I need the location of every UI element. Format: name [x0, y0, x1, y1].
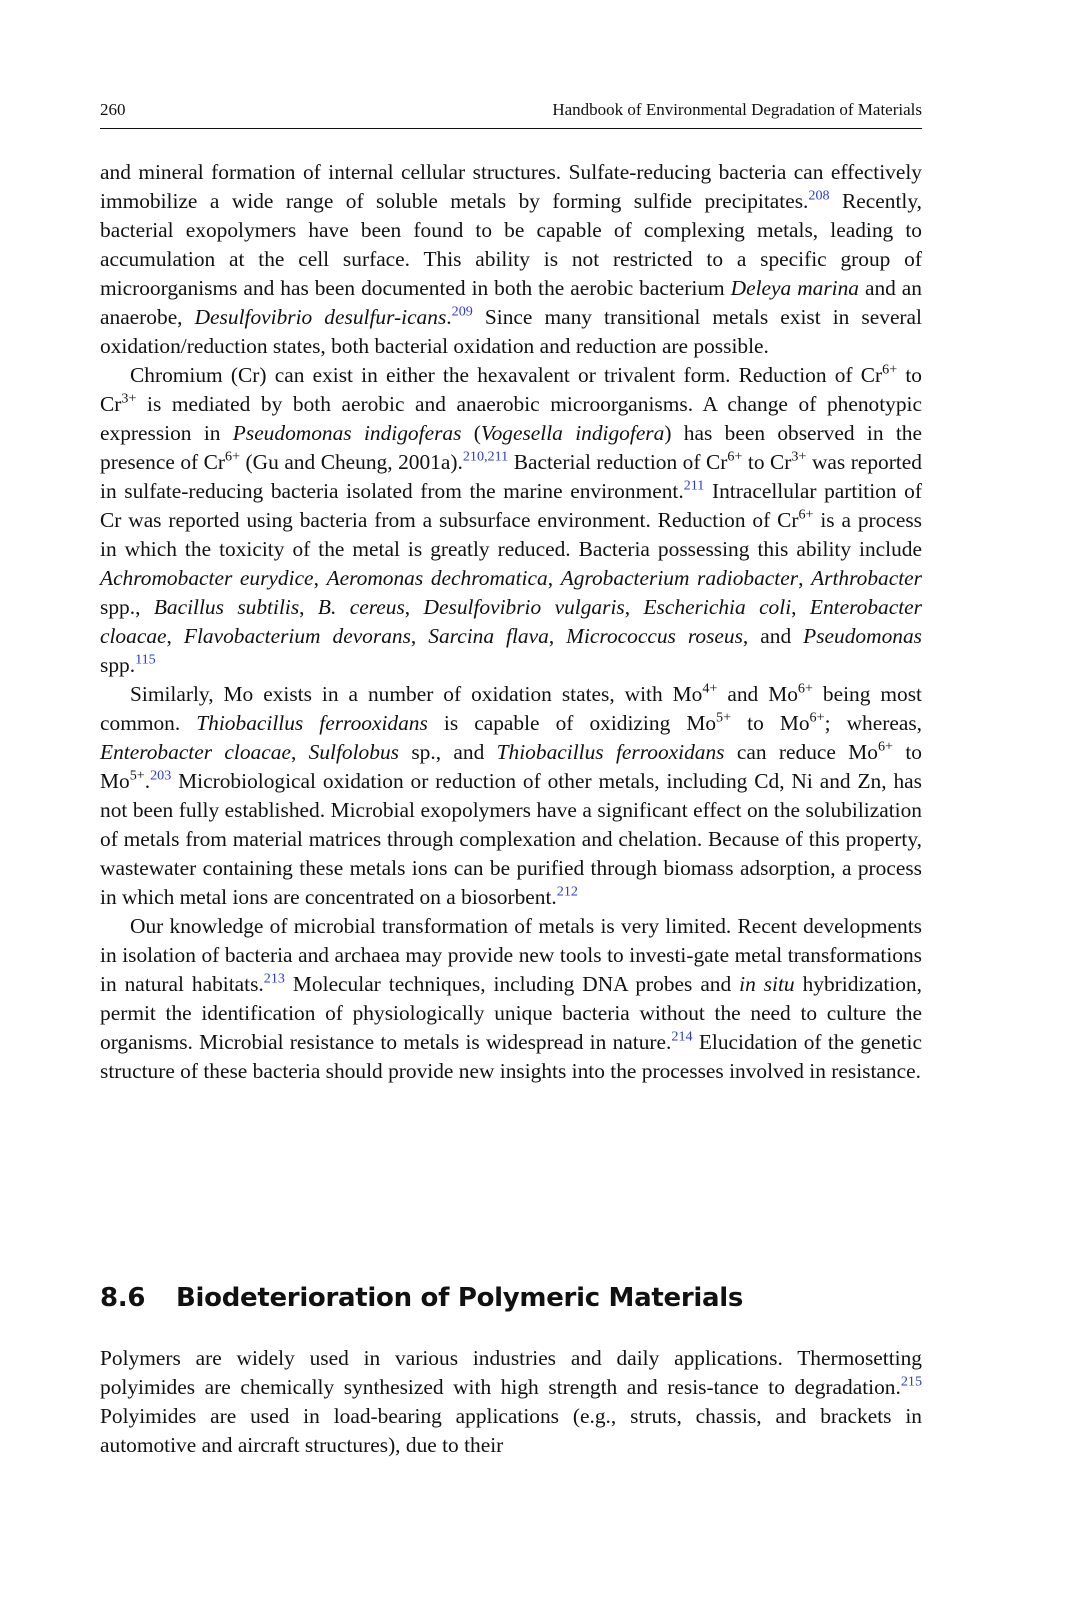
species-name: Desulfovibrio desulfur-icans: [194, 305, 447, 329]
text-run: is a process in which the toxicity of the metal is greatly reduced. Bacteria possessing this ability include: [100, 508, 922, 561]
species-name: Vogesella indigofera: [480, 421, 665, 445]
text-run: ; whereas,: [824, 711, 922, 735]
species-name: Arthrobacter: [811, 566, 922, 590]
text-run: Chromium (Cr) can exist in either the hexavalent or trivalent form. Reduction of Cr: [130, 363, 883, 387]
citation-link[interactable]: 214: [671, 1028, 693, 1045]
paragraph-3: [100, 680, 922, 912]
text-run: is mediated by both aerobic and anaerobic microorganisms. A change of phenotypic expression in: [100, 392, 922, 445]
paragraph-5: [100, 1344, 922, 1460]
citation-link[interactable]: 210,211: [462, 448, 509, 465]
citation-link[interactable]: 215: [900, 1373, 922, 1390]
text-run: Similarly, Mo exists in a number of oxidation states, with Mo: [130, 682, 703, 706]
italic-term: in situ: [739, 972, 795, 996]
oxidation-state: 3+: [791, 448, 807, 465]
oxidation-state: 6+: [877, 738, 893, 755]
text-run: .: [144, 769, 151, 793]
text-run: hybridization, permit the identification of physiologically unique bacteria without the need to culture the organisms. Microbial resistance to metals is widespread in nature.: [100, 972, 922, 1054]
text-run: and mineral formation of internal cellular structures. Sulfate-reducing bacteria can effectively immobilize a wide range of soluble metals by forming sulfide precipitates.: [100, 160, 922, 213]
citation-link[interactable]: 211: [683, 477, 705, 494]
text-run: can reduce Mo: [724, 740, 878, 764]
oxidation-state: 5+: [716, 709, 732, 726]
species-name: B. cereus: [317, 595, 405, 619]
species-name: Enterobacter cloacae: [100, 740, 291, 764]
species-name: Thiobacillus ferrooxidans: [496, 740, 725, 764]
species-name: Escherichia coli: [643, 595, 792, 619]
text-run: to Cr: [742, 450, 792, 474]
separator: ,: [313, 566, 327, 590]
citation-link[interactable]: 212: [556, 883, 578, 900]
separator: ,: [798, 566, 812, 590]
oxidation-state: 3+: [121, 390, 137, 407]
text-run: Microbiological oxidation or reduction of other metals, including Cd, Ni and Zn, has not been fully established. Microbial exopolymers have a significant effect on the solubilization of metals from material matrices through complexation and chelation. Because of this property, wastewater containing these metals ions can be purified through biomass adsorption, a process in which metal ions are concentrated on a biosorbent.: [100, 769, 922, 909]
paragraph-1: [100, 158, 922, 361]
oxidation-state: 5+: [129, 767, 145, 784]
text-run: Bacterial reduction of Cr: [508, 450, 728, 474]
oxidation-state: 6+: [798, 506, 814, 523]
separator: ,: [404, 595, 424, 619]
separator: ,: [290, 740, 309, 764]
species-name: Bacillus subtilis: [153, 595, 300, 619]
separator: ,: [548, 624, 567, 648]
running-title: Handbook of Environmental Degradation of Materials: [552, 100, 922, 119]
section-title: Biodeterioration of Polymeric Materials: [176, 1283, 744, 1313]
species-name: Sulfolobus: [308, 740, 399, 764]
section-heading: [100, 1280, 922, 1316]
citation-link[interactable]: 203: [150, 767, 172, 784]
text-run: Intracellular partition of Cr was reported using bacteria from a subsurface environment. Reduction of Cr: [100, 479, 922, 532]
species-name: Desulfovibrio vulgaris: [423, 595, 625, 619]
page-number: 260: [100, 100, 126, 119]
oxidation-state: 6+: [882, 361, 898, 378]
text-run: was reported in sulfate-reducing bacteria isolated from the marine environment.: [100, 450, 922, 503]
paragraph-4: [100, 912, 922, 1086]
text-run: spp.,: [100, 595, 154, 619]
species-name: Pseudomonas: [803, 624, 922, 648]
species-name: Flavobacterium devorans: [183, 624, 411, 648]
oxidation-state: 6+: [809, 709, 825, 726]
species-name: Micrococcus roseus: [566, 624, 743, 648]
species-name: Enterobacter cloacae: [100, 595, 922, 648]
text-run: Since many transitional metals exist in several oxidation/reduction states, both bacterial oxidation and reduction are possible.: [100, 305, 922, 358]
oxidation-state: 6+: [225, 448, 241, 465]
species-name: Aeromonas dechromatica: [326, 566, 548, 590]
species-name: Pseudomonas indigoferas: [232, 421, 462, 445]
species-name: Achromobacter eurydice: [100, 566, 314, 590]
text-run: and Mo: [717, 682, 798, 706]
text-run: Polymers are widely used in various industries and daily applications. Thermosetting polyimides are chemically synthesized with high strength and resis-tance to degradation.: [100, 1346, 922, 1399]
oxidation-state: 4+: [702, 680, 718, 697]
text-run: Recently, bacterial exopolymers have been found to be capable of complexing metals, leading to accumulation at the cell surface. This ability is not restricted to a specific group of microorganisms and has been documented in both the aerobic bacterium: [100, 189, 922, 300]
text-run: Elucidation of the genetic structure of these bacteria should provide new insights into the processes involved in resistance.: [100, 1030, 922, 1083]
species-name: Agrobacterium radiobacter: [560, 566, 799, 590]
text-run: to Mo: [731, 711, 810, 735]
text-run: (Gu and Cheung, 2001a).: [240, 450, 463, 474]
text-run: Polyimides are used in load-bearing applications (e.g., struts, chassis, and brackets in automotive and aircraft structures), due to their: [100, 1404, 922, 1457]
text-run: ) has been observed in the presence of Cr: [100, 421, 923, 474]
text-run: being most common.: [100, 682, 922, 735]
species-name: Deleya marina: [730, 276, 859, 300]
separator: ,: [624, 595, 644, 619]
oxidation-state: 6+: [727, 448, 743, 465]
oxidation-state: 6+: [797, 680, 813, 697]
text-run: sp., and: [398, 740, 497, 764]
section-text: [100, 1344, 922, 1460]
text-run: spp.: [100, 653, 136, 677]
separator: ,: [299, 595, 318, 619]
citation-link[interactable]: 209: [451, 303, 473, 320]
citation-link[interactable]: 213: [263, 970, 285, 987]
paragraph-2: [100, 361, 922, 680]
text-run: .: [446, 305, 452, 329]
running-header: [100, 98, 922, 129]
text-run: , and: [742, 624, 804, 648]
section-number: 8.6: [100, 1283, 146, 1313]
species-name: Sarcina flava: [428, 624, 549, 648]
species-name: Thiobacillus ferrooxidans: [196, 711, 428, 735]
text-run: Our knowledge of microbial transformation of metals is very limited. Recent developments in isolation of bacteria and archaea may provide new tools to investi-gate metal transformations in natural habitats.: [100, 914, 922, 996]
separator: ,: [791, 595, 810, 619]
text-run: Molecular techniques, including DNA probes and: [284, 972, 740, 996]
text-run: to Mo: [100, 740, 922, 793]
separator: ,: [547, 566, 561, 590]
text-run: (: [461, 421, 481, 445]
separator: ,: [166, 624, 184, 648]
separator: ,: [410, 624, 429, 648]
text-run: to Cr: [100, 363, 922, 416]
body-text: [100, 158, 922, 1086]
citation-link[interactable]: 208: [808, 187, 830, 204]
citation-link[interactable]: 115: [135, 651, 156, 668]
text-run: is capable of oxidizing Mo: [427, 711, 717, 735]
text-run: and an anaerobe,: [100, 276, 923, 329]
